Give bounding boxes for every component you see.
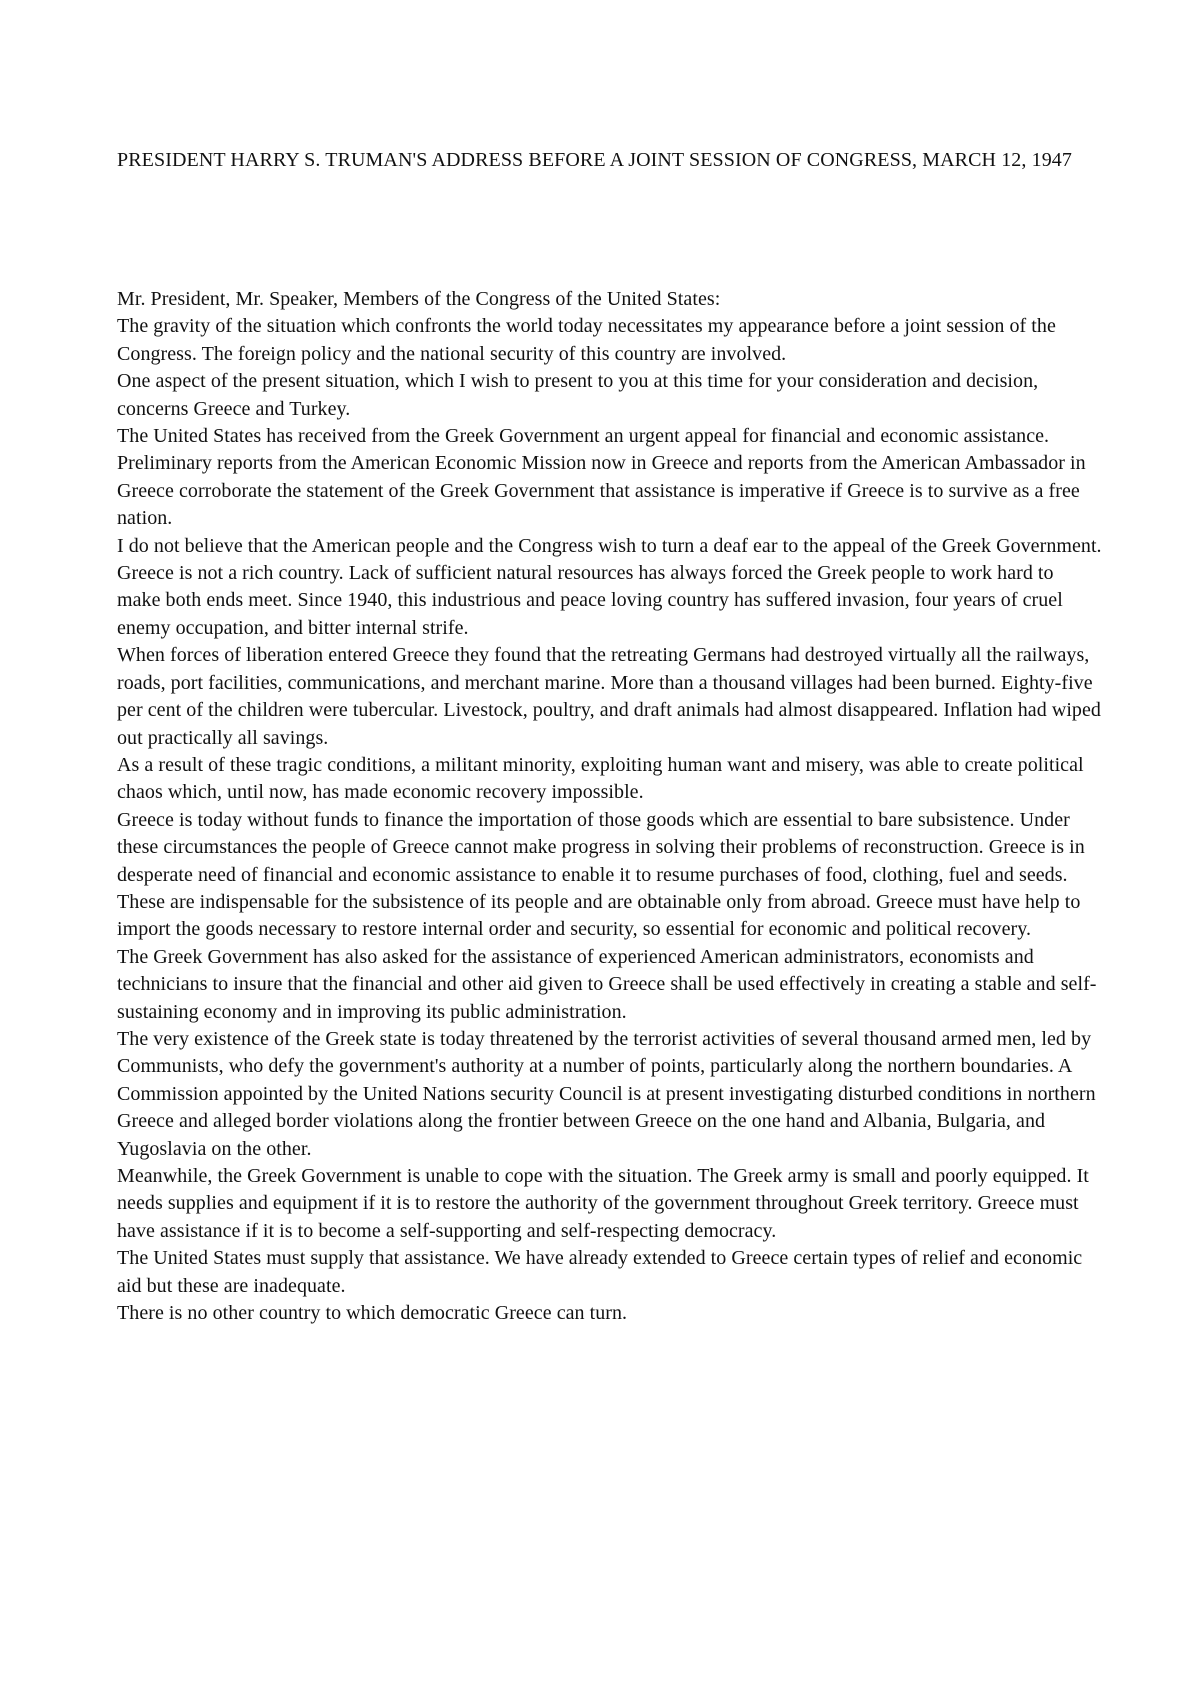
paragraph: Greece is not a rich country. Lack of sufficient natural resources has always forced the Greek people to work hard to make both ends meet. Since 1940, this industrious and peace loving country has suffered invasion, four years of cruel enemy occupation, and bitter internal strife. <box>117 562 1063 639</box>
document-title: PRESIDENT HARRY S. TRUMAN'S ADDRESS BEFORE A JOINT SESSION OF CONGRESS, MARCH 12, 1947 <box>117 149 1072 171</box>
paragraph: The Greek Government has also asked for the assistance of experienced American administrators, economists and technicians to insure that the financial and other aid given to Greece shall be used effectively in creating a stable and self-sustaining economy and in improving its public administration. <box>117 945 1097 1023</box>
paragraph: Meanwhile, the Greek Government is unable to cope with the situation. The Greek army is small and poorly equipped. It needs supplies and equipment if it is to restore the authority of the government throughout Greek territory. Greece must have assistance if it is to become a self-supporting and self-respecting democracy. <box>117 1165 1089 1242</box>
paragraph: When forces of liberation entered Greece they found that the retreating Germans had destroyed virtually all the railways, roads, port facilities, communications, and merchant marine. More than a thousand villages had been burned. Eighty-five per cent of the children were tubercular. Livestock, poultry, and draft animals had almost disappeared. Inflation had wiped out practically all savings. <box>117 644 1101 749</box>
paragraph-salutation: Mr. President, Mr. Speaker, Members of the Congress of the United States: <box>117 288 721 310</box>
paragraph: The gravity of the situation which confronts the world today necessitates my appearance before a joint session of the Congress. The foreign policy and the national security of this country are involved. <box>117 315 1056 365</box>
paragraph: Greece is today without funds to finance the importation of those goods which are essential to bare subsistence. Under these circumstances the people of Greece cannot make progress in solving their problems of reconstruction. Greece is in desperate need of financial and economic assistance to enable it to resume purchases of food, clothing, fuel and seeds. These are indispensable for the subsistence of its people and are obtainable only from abroad. Greece must have help to import the goods necessary to restore internal order and security, so essential for economic and political recovery. <box>117 808 1085 941</box>
paragraph: The United States has received from the Greek Government an urgent appeal for financial and economic assistance. Preliminary reports from the American Economic Mission now in Greece and reports from the American Ambassador in Greece corroborate the statement of the Greek Government that assistance is imperative if Greece is to survive as a free nation. <box>117 425 1086 530</box>
paragraph: The very existence of the Greek state is today threatened by the terrorist activities of several thousand armed men, led by Communists, who defy the government's authority at a number of points, particularly along the northern boundaries. A Commission appointed by the United Nations security Council is at present investigating disturbed conditions in northern Greece and alleged border violations along the frontier between Greece on the one hand and Albania, Bulgaria, and Yugoslavia on the other. <box>117 1027 1096 1160</box>
paragraph: The United States must supply that assistance. We have already extended to Greece certain types of relief and economic aid but these are inadequate. <box>117 1247 1083 1297</box>
document-body <box>117 286 1102 1327</box>
paragraph: I do not believe that the American people and the Congress wish to turn a deaf ear to the appeal of the Greek Government. <box>117 534 1102 557</box>
paragraph: There is no other country to which democratic Greece can turn. <box>117 1302 628 1325</box>
paragraph: As a result of these tragic conditions, a militant minority, exploiting human want and misery, was able to create political chaos which, until now, has made economic recovery impossible. <box>117 753 1084 804</box>
paragraph: One aspect of the present situation, which I wish to present to you at this time for your consideration and decision, concerns Greece and Turkey. <box>117 370 1039 420</box>
